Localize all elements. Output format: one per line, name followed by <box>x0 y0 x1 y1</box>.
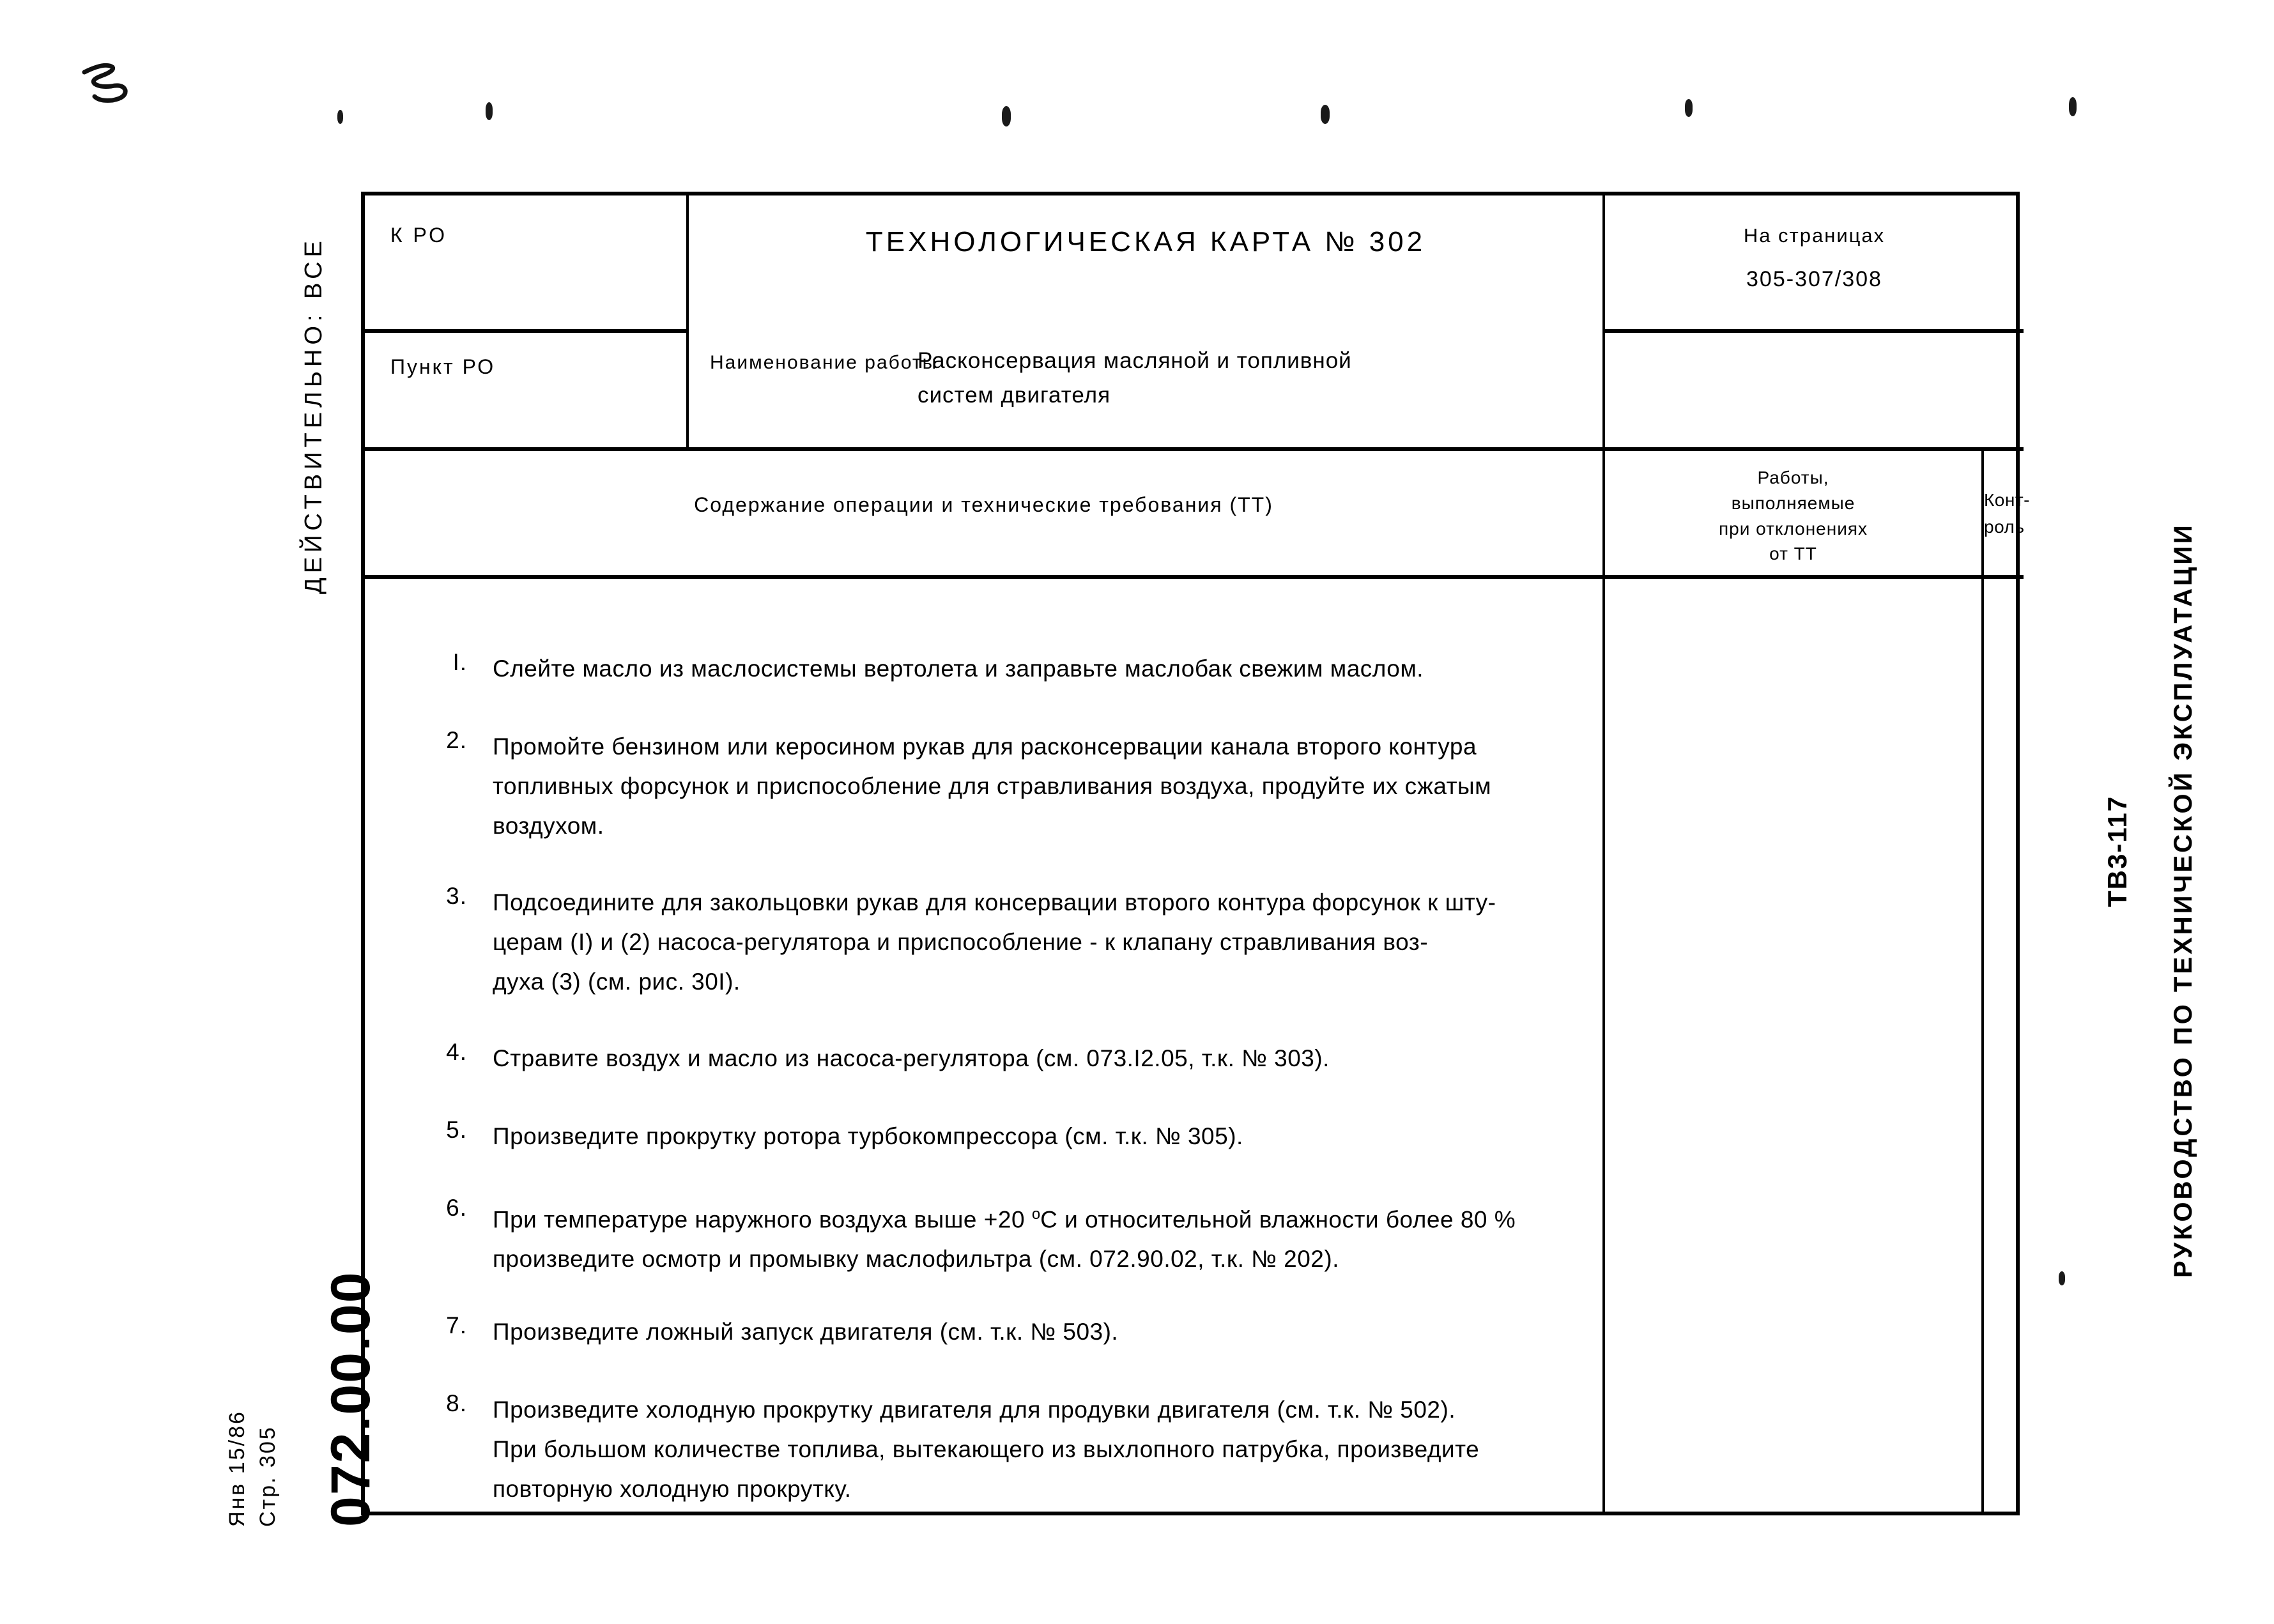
operation-step-text <box>493 727 1592 846</box>
operation-step-text <box>493 1312 1592 1352</box>
operation-step-number: 4. <box>446 1039 467 1065</box>
scan-speckle <box>337 110 343 124</box>
operation-step-line: Слейте масло из маслосистемы вертолета и заправьте маслобак свежим маслом. <box>493 655 1424 682</box>
work-name-line-1: Расконсервация масляной и топливной <box>918 348 1352 373</box>
operation-step-number: 7. <box>446 1312 467 1338</box>
operation-step-text <box>493 1195 1592 1279</box>
control-column-header <box>1984 451 2030 579</box>
work-name-cell <box>710 333 1598 451</box>
operation-step-text <box>493 1039 1592 1078</box>
manual-title-margin-text: РУКОВОДСТВО ПО ТЕХНИЧЕСКОЙ ЭКСПЛУАТАЦИИ <box>2169 523 2197 1278</box>
operation-step-line: церам (I) и (2) насоса-регулятора и приспособление - к клапану стравливания воз- <box>493 929 1429 955</box>
work-name-line-2: систем двигателя <box>918 383 1111 408</box>
punkt-ro-label: Пункт РО <box>390 355 496 378</box>
revision-date-margin-text: Янв 15/86 <box>225 1410 249 1527</box>
operation-step-line: Произведите ложный запуск двигателя (см. т.к. № 503). <box>493 1319 1119 1345</box>
operation-step-line: Стравите воздух и масло из насоса-регулятора (см. 073.I2.05, т.к. № 303). <box>493 1045 1330 1071</box>
scan-speckle <box>1685 99 1693 117</box>
page-number-margin-text: Стр. 305 <box>256 1425 280 1527</box>
works-header-line-3: при отклонениях <box>1718 518 1868 539</box>
operation-step-line: При большом количестве топлива, вытекающего из выхлопного патрубка, произведите <box>493 1436 1480 1462</box>
pages-value: 305-307/308 <box>1746 267 1882 291</box>
operation-step-number: I. <box>452 649 467 675</box>
operation-step-text <box>493 1117 1592 1156</box>
scan-speckle <box>2059 1271 2065 1285</box>
operation-step-number: 2. <box>446 727 467 753</box>
scan-speckle <box>486 102 493 120</box>
work-name-prefix-label: Наименование работы <box>710 352 938 373</box>
works-header-line-4: от ТТ <box>1769 544 1817 564</box>
page-title: ТЕХНОЛОГИЧЕСКАЯ КАРТА № 302 <box>865 226 1426 257</box>
operation-step-line: повторную холодную прокрутку. <box>493 1476 852 1502</box>
document-number-margin-text: 072.00.00 <box>320 1271 381 1527</box>
works-header-line-2: выполняемые <box>1731 493 1855 513</box>
content-column-header <box>365 451 1605 579</box>
pages-header-label: На страницах <box>1743 224 1886 247</box>
operation-step-line: топливных форсунок и приспособление для стравливания воздуха, продуйте их сжатым <box>493 773 1492 799</box>
handwritten-scribble-mark <box>75 48 152 112</box>
deviation-works-column-header <box>1605 451 1984 579</box>
punkt-ro-cell <box>365 333 689 451</box>
pages-cell <box>1605 195 2024 333</box>
operation-step-line: Подсоедините для закольцовки рукав для консервации второго контура форсунок к шту- <box>493 889 1496 915</box>
operation-step-number: 6. <box>446 1195 467 1221</box>
pages-cell-empty <box>1605 333 2024 451</box>
control-header-line-2: роль <box>1984 517 2025 537</box>
operation-step-line: Промойте бензином или керосином рукав для расконсервации канала второго контура <box>493 733 1477 760</box>
kro-label: К РО <box>390 224 448 247</box>
engine-model-margin-text: ТВ3-117 <box>2102 795 2132 907</box>
operation-step-line: При температуре наружного воздуха выше +20 $^о$С и относительной влажности более 80 % <box>493 1206 1516 1233</box>
operation-step-line: воздухом. <box>493 813 604 839</box>
technology-card-table <box>361 192 2030 1515</box>
scan-speckle <box>1321 105 1330 124</box>
control-header-line-1: Конт- <box>1984 490 2030 510</box>
operation-step-number: 8. <box>446 1390 467 1416</box>
degree-symbol: о <box>1031 1206 1041 1223</box>
operation-step-line: духа (3) (см. рис. 30I). <box>493 969 741 995</box>
operation-step-line: Произведите прокрутку ротора турбокомпрессора (см. т.к. № 305). <box>493 1123 1243 1149</box>
validity-margin-text: ДЕЙСТВИТЕЛЬНО: ВСЕ <box>300 236 327 594</box>
deviation-works-body <box>1605 579 1984 1512</box>
operation-step-line: Произведите холодную прокрутку двигателя для продувки двигателя (см. т.к. № 502). <box>493 1397 1456 1423</box>
operation-step-number: 5. <box>446 1117 467 1143</box>
kro-cell <box>365 195 689 333</box>
operation-step-text <box>493 883 1592 1002</box>
operation-content-body <box>365 579 1605 1512</box>
scan-speckle <box>2069 97 2077 116</box>
works-header-line-1: Работы, <box>1757 468 1829 487</box>
operation-step-number: 3. <box>446 883 467 909</box>
control-body <box>1984 579 2024 1512</box>
scan-speckle <box>1002 106 1011 126</box>
operation-step-line: произведите осмотр и промывку маслофильтра (см. 072.90.02, т.к. № 202). <box>493 1246 1339 1273</box>
operation-step-text <box>493 1390 1592 1509</box>
content-column-header-label: Содержание операции и технические требования (ТТ) <box>694 493 1273 516</box>
operation-step-text <box>493 649 1592 689</box>
